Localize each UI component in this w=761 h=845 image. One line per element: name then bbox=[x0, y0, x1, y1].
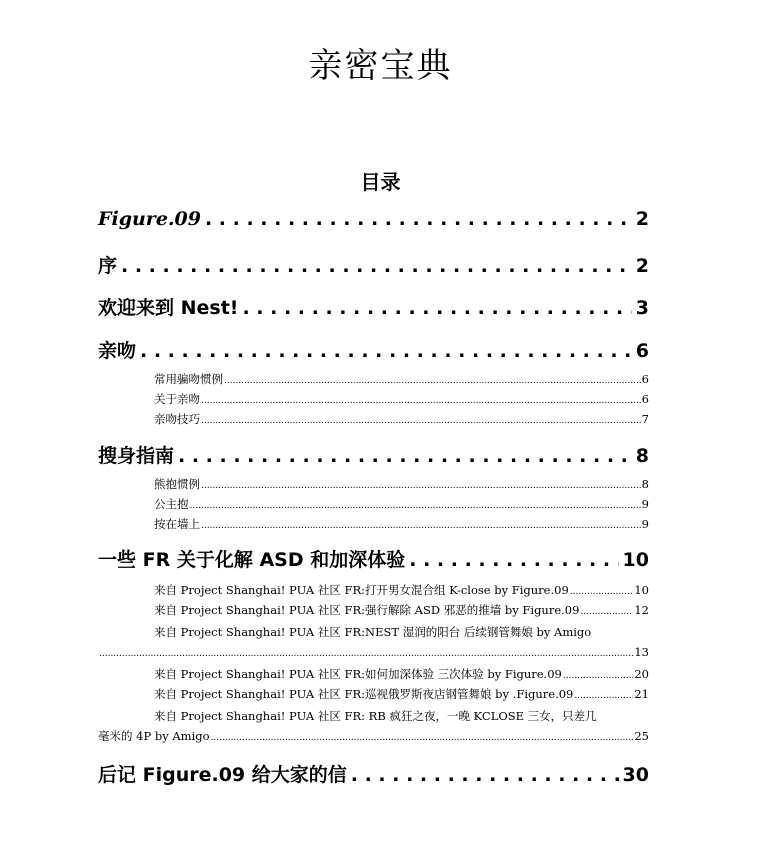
toc-subentry-fr-6[interactable] bbox=[98, 706, 649, 748]
toc-leader-dots bbox=[178, 445, 632, 467]
toc-subentry-fr-2[interactable] bbox=[154, 602, 649, 622]
toc-page-number: 8 bbox=[635, 445, 649, 467]
toc-subentry-label: 来自 Project Shanghai! PUA 社区 FR: RB 疯狂之夜，一晚 KCLOSE 三女，只差几 bbox=[154, 709, 597, 723]
toc-subentry-label: 来自 Project Shanghai! PUA 社区 FR:NEST 湿润的阳台 后续钢管舞娘 by Amigo bbox=[154, 625, 592, 639]
toc-page-number: 9 bbox=[641, 497, 649, 511]
toc-entry-label: 搜身指南 bbox=[98, 445, 175, 467]
toc-page-number: 7 bbox=[641, 412, 649, 426]
toc-subentry-label: 来自 Project Shanghai! PUA 社区 FR:打开男女混合组 K-close by Figure.09 bbox=[154, 583, 569, 597]
toc-subentry-fr-3[interactable] bbox=[98, 622, 649, 664]
toc-leader-dots bbox=[140, 340, 632, 362]
toc-leader-dots bbox=[205, 208, 632, 230]
toc-subentry-fr-4[interactable] bbox=[154, 666, 649, 686]
toc-page-number: 8 bbox=[641, 477, 649, 491]
toc-leader-dots bbox=[211, 726, 634, 748]
toc-page-number: 21 bbox=[634, 687, 649, 701]
toc-entry-label: 序 bbox=[98, 255, 118, 277]
toc-leader-dots bbox=[351, 764, 619, 786]
toc-subentry-kiss-2[interactable] bbox=[154, 391, 649, 411]
toc-leader-dots bbox=[201, 517, 641, 531]
toc-leader-dots bbox=[570, 583, 634, 597]
toc-entry-afterword[interactable] bbox=[98, 760, 649, 788]
document-title: 亲密宝典 bbox=[308, 46, 453, 86]
toc-page-number: 25 bbox=[634, 729, 649, 743]
toc-page-number: 6 bbox=[641, 392, 649, 406]
toc-subentry-label: 熊抱惯例 bbox=[154, 477, 200, 491]
toc-entry-label: 欢迎来到 Nest! bbox=[98, 297, 239, 319]
toc-page-number: 6 bbox=[641, 372, 649, 386]
toc-heading: 目录 bbox=[360, 170, 401, 194]
toc-page-number: 2 bbox=[635, 255, 649, 277]
toc-entry-fr[interactable] bbox=[98, 545, 649, 573]
toc-page-number: 9 bbox=[641, 517, 649, 531]
toc-leader-dots bbox=[201, 392, 641, 406]
toc-leader-dots bbox=[99, 642, 633, 664]
toc-entry-label: 一些 FR 关于化解 ASD 和加深体验 bbox=[98, 549, 406, 571]
toc-subentry-label: 公主抱 bbox=[154, 497, 189, 511]
toc-page-number: 30 bbox=[622, 764, 649, 786]
toc-subentry-search-3[interactable] bbox=[154, 516, 649, 536]
toc-subentry-label-continued: 毫米的 4P by Amigo bbox=[98, 729, 210, 743]
toc-leader-dots bbox=[201, 412, 641, 426]
toc-entry-kiss[interactable] bbox=[98, 336, 649, 364]
toc-leader-dots bbox=[580, 603, 633, 617]
toc-subentry-fr-1[interactable] bbox=[154, 582, 649, 602]
toc-entry-label: 后记 Figure.09 给大家的信 bbox=[98, 764, 347, 786]
toc-page-number: 10 bbox=[622, 549, 649, 571]
toc-page-number: 6 bbox=[635, 340, 649, 362]
toc-page-number: 20 bbox=[634, 667, 649, 681]
toc-entry-search[interactable] bbox=[98, 441, 649, 469]
toc-subentry-label: 常用骗吻惯例 bbox=[154, 372, 223, 386]
toc-entry-preface[interactable] bbox=[98, 251, 649, 279]
toc-entry-label: Figure.09 bbox=[98, 208, 201, 230]
toc-leader-dots bbox=[121, 255, 632, 277]
toc-subentry-search-1[interactable] bbox=[154, 476, 649, 496]
toc-page-number: 13 bbox=[634, 645, 649, 659]
toc-entry-welcome[interactable] bbox=[98, 293, 649, 321]
toc-leader-dots bbox=[563, 667, 633, 681]
toc-leader-dots bbox=[190, 497, 641, 511]
toc-leader-dots bbox=[242, 297, 631, 319]
toc-subentry-label: 按在墙上 bbox=[154, 517, 200, 531]
toc-subentry-label: 关于亲吻 bbox=[154, 392, 200, 406]
toc-subentry-label: 亲吻技巧 bbox=[154, 412, 200, 426]
toc-subentry-search-2[interactable] bbox=[154, 496, 649, 516]
toc-subentry-kiss-1[interactable] bbox=[154, 371, 649, 391]
toc-page-number: 3 bbox=[635, 297, 649, 319]
toc-subentry-kiss-3[interactable] bbox=[154, 411, 649, 431]
toc-page-number: 12 bbox=[634, 603, 649, 617]
toc-entry-figure09[interactable] bbox=[98, 208, 649, 236]
toc-leader-dots bbox=[409, 549, 618, 571]
toc-page-number: 10 bbox=[634, 583, 649, 597]
toc-subentry-fr-5[interactable] bbox=[154, 686, 649, 706]
toc-subentry-label: 来自 Project Shanghai! PUA 社区 FR:强行解除 ASD 邪恶的推墙 by Figure.09 bbox=[154, 603, 580, 617]
toc-leader-dots bbox=[201, 477, 641, 491]
toc-subentry-label: 来自 Project Shanghai! PUA 社区 FR:如何加深体验 三次体验 by Figure.09 bbox=[154, 667, 562, 681]
toc-page-number: 2 bbox=[635, 208, 649, 230]
toc-subentry-label: 来自 Project Shanghai! PUA 社区 FR:巡视俄罗斯夜店钢管舞娘 by .Figure.09 bbox=[154, 687, 574, 701]
toc-leader-dots bbox=[224, 372, 641, 386]
toc-leader-dots bbox=[574, 687, 633, 701]
toc-entry-label: 亲吻 bbox=[98, 340, 137, 362]
